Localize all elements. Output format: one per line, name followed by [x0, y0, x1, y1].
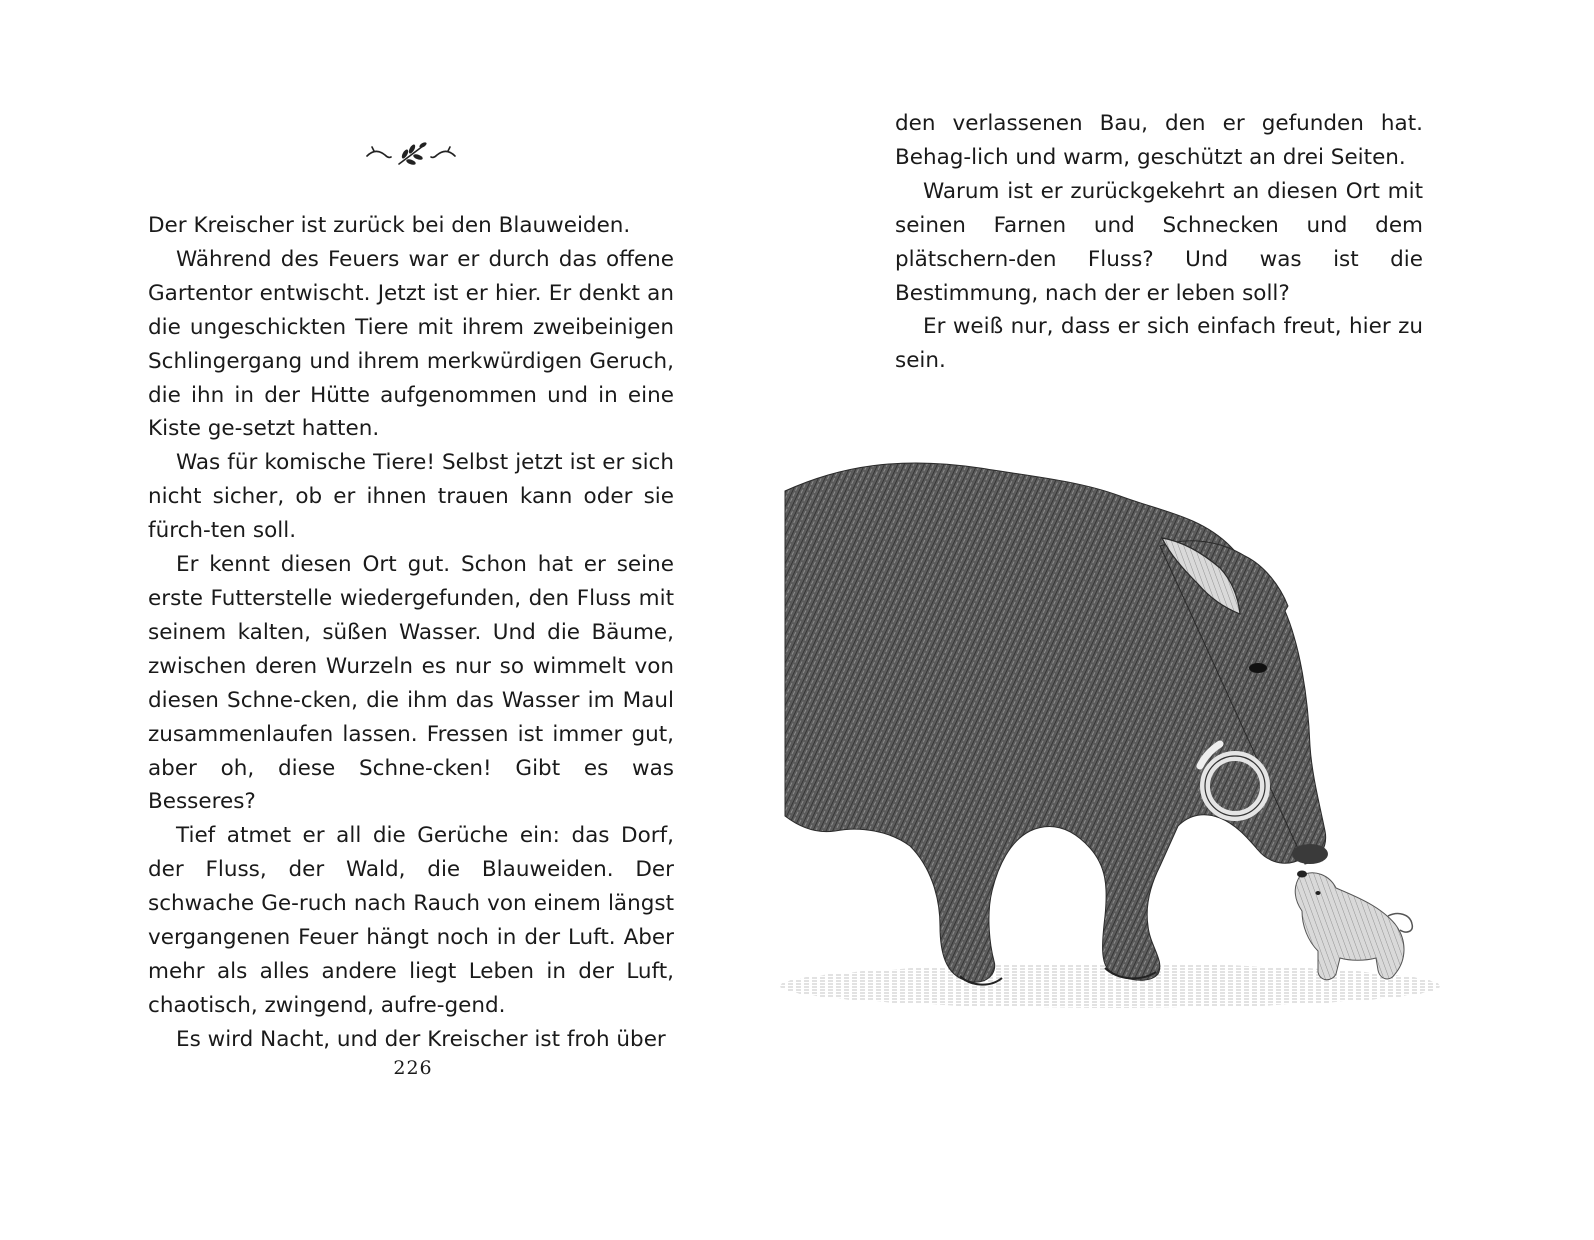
- boar-snout: [1292, 844, 1328, 864]
- right-page: [797, 0, 1594, 1240]
- piglet: [1295, 871, 1412, 980]
- paragraph: Was für komische Tiere! Selbst jetzt ist er sich nicht sicher, ob er ihnen trauen kann oder sie fürch-ten soll.: [148, 450, 674, 544]
- boar-and-piglet-illustration: [780, 446, 1460, 1026]
- boar-body: [785, 463, 1312, 982]
- paragraph: Er kennt diesen Ort gut. Schon hat er seine erste Futterstelle wiedergefunden, den Fluss mit seinem kalten, süßen Wasser. Und die Bäume, zwischen deren Wurzeln es nur so wimmelt von diesen Schne-cken, die ihm das Wasser im Maul zusammenlaufen lassen. Fressen ist immer gut, aber oh, diese Schne-cken! Gibt es was Besseres?: [148, 552, 674, 815]
- paragraph: Er weiß nur, dass er sich einfach freut, hier zu sein.: [895, 314, 1423, 374]
- leaf-ornament-icon: [365, 140, 457, 170]
- paragraph: Während des Feuers war er durch das offene Gartentor entwischt. Jetzt ist er hier. Er denkt an die ungeschickten Tiere mit ihrem zweibeinigen Schlingergang und ihrem merkwürdigen Geruch, die ihn in der Hütte aufgenommen und in eine Kiste ge-setzt hatten.: [148, 246, 674, 442]
- paragraph: Der Kreischer ist zurück bei den Blauweiden.: [148, 213, 631, 238]
- paragraph: Tief atmet er all die Gerüche ein: das Dorf, der Fluss, der Wald, die Blauweiden. Der schwache Ge-ruch nach Rauch von einem längst vergangenen Feuer hängt noch in der Luft. Aber mehr als alles andere liegt Leben in der Luft, chaotisch, zwingend, aufre-gend.: [148, 823, 674, 1018]
- right-page-text: [895, 107, 1423, 378]
- paragraph: Es wird Nacht, und der Kreischer ist froh über: [176, 1026, 666, 1052]
- page-number: 226: [393, 1057, 433, 1079]
- left-page-text: [148, 209, 674, 1057]
- paragraph: Warum ist er zurückgekehrt an diesen Ort mit seinen Farnen und Schnecken und dem plätschern-den Fluss? Und was ist die Bestimmung, nach der er leben soll?: [895, 178, 1423, 306]
- boar-eye: [1249, 663, 1267, 673]
- paragraph: den verlassenen Bau, den er gefunden hat. Behag-lich und warm, geschützt an drei Seiten.: [895, 111, 1423, 170]
